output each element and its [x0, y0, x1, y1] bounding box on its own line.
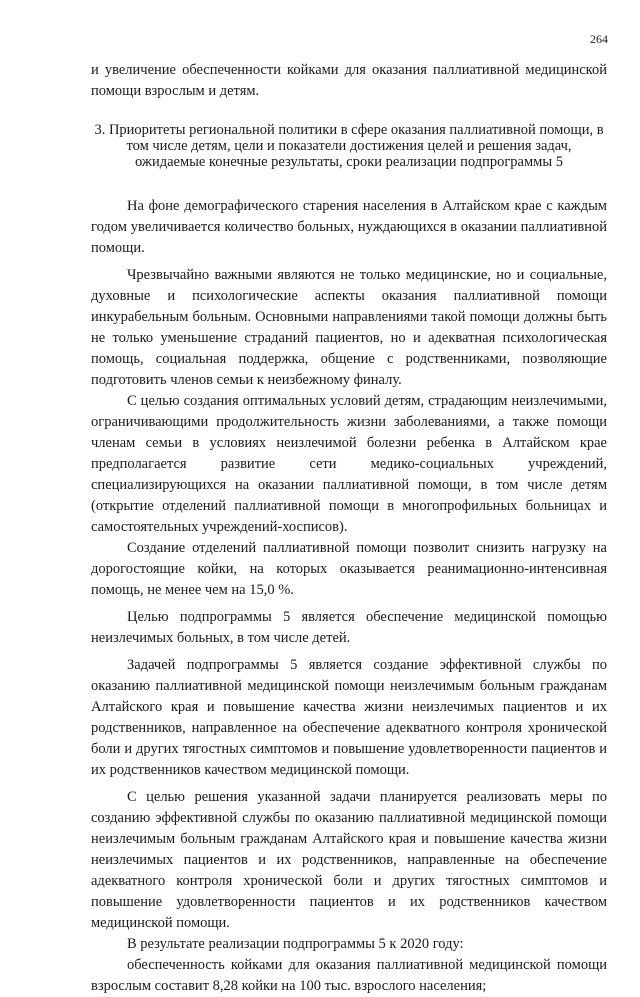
document-body: [91, 60, 607, 997]
page-number: 264: [590, 32, 608, 46]
paragraph: В результате реализации подпрограммы 5 к 2020 году:: [127, 936, 464, 952]
paragraph: С целью создания оптимальных условий детям, страдающим неизлечимыми, ограничивающими продолжительность жизни заболеваниями, а также помощи членам семьи в условиях неизлечимой болезни ребенка в Алтайском крае предполагается развитие сети медико-социальных учреждений, специализирующихся на оказании паллиативной помощи, в том числе детям (открытие отделений паллиативной помощи в многопрофильных больницах и самостоятельных учреждений-хосписов).: [91, 393, 607, 535]
section-heading: 3. Приоритеты региональной политики в сфере оказания паллиативной помощи, в том числе детям, цели и показатели достижения целей и решения задач, ожидаемые конечные результаты, сроки реализации подпрограммы 5: [94, 122, 604, 170]
paragraph-goal: Целью подпрограммы 5 является обеспечение медицинской помощью неизлечимых больных, в том числе детей.: [91, 609, 607, 646]
paragraph: С целью решения указанной задачи планируется реализовать меры по созданию эффективной службы по оказанию паллиативной медицинской помощи неизлечимым больным гражданам Алтайского края и повышение качества жизни неизлечимых пациентов и их родственников, направленные на обеспечение адекватного контроля хронической боли и других тягостных симптомов и повышение удовлетворенности пациентов и их родственников качеством медицинской помощи.: [91, 789, 607, 931]
paragraph: На фоне демографического старения населения в Алтайском крае с каждым годом увеличивается количество больных, нуждающихся в оказании паллиативной помощи.: [91, 198, 607, 256]
paragraph-task: Задачей подпрограммы 5 является создание эффективной службы по оказанию паллиативной медицинской помощи неизлечимым больным гражданам Алтайского края и повышение качества жизни неизлечимых пациентов и их родственников, направленное на обеспечение адекватного контроля хронической боли и других тягостных симптомов и повышение удовлетворенности пациентов и их родственников качеством медицинской помощи.: [91, 657, 607, 778]
paragraph: Чрезвычайно важными являются не только медицинские, но и социальные, духовные и психологические аспекты оказания паллиативной помощи инкурабельным больным. Основными направлениями такой помощи должны быть не только уменьшение страданий пациентов, но и адекватная психологическая помощь, социальная поддержка, общение с родственниками, позволяющие подготовить членов семьи к неизбежному финалу.: [91, 267, 607, 388]
paragraph: Создание отделений паллиативной помощи позволит снизить нагрузку на дорогостоящие койки, на которых оказывается реанимационно-интенсивная помощь, не менее чем на 15,0 %.: [91, 540, 607, 598]
paragraph: обеспеченность койками для оказания паллиативной медицинской помощи взрослым составит 8,28 койки на 100 тыс. взрослого населения;: [91, 957, 607, 994]
paragraph-continuation: и увеличение обеспеченности койками для оказания паллиативной медицинской помощи взрослым и детям.: [91, 62, 607, 99]
